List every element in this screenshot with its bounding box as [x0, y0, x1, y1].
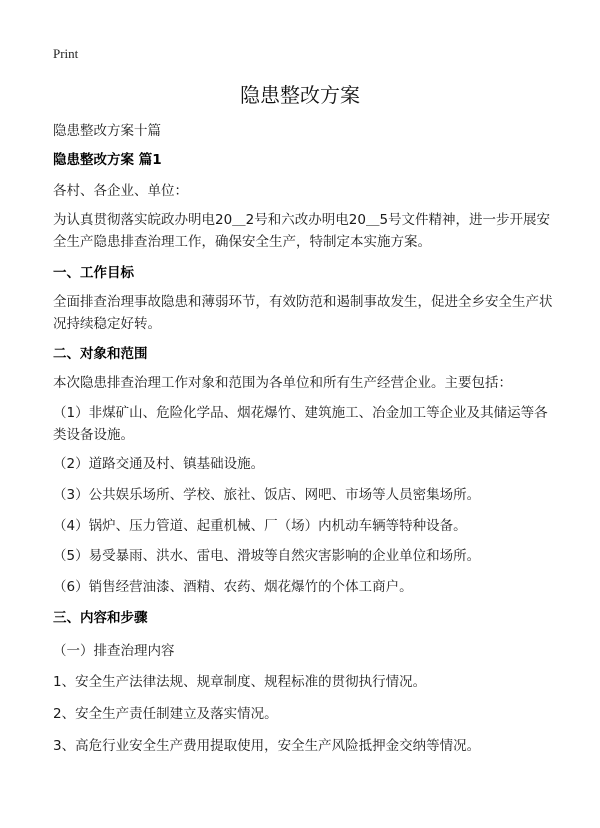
scope-item: （3）公共娱乐场所、学校、旅社、饭店、网吧、市场等人员密集场所。: [53, 487, 481, 503]
article-heading: 隐患整改方案 篇1: [53, 152, 162, 168]
page-title: 隐患整改方案: [240, 83, 360, 107]
scope-intro: 本次隐患排查治理工作对象和范围为各单位和所有生产经营企业。主要包括：: [53, 375, 512, 391]
steps-item: 1、安全生产法律法规、规章制度、规程标准的贯彻执行情况。: [53, 674, 427, 690]
goal-paragraph: 全面排查治理事故隐患和薄弱环节，有效防范和遏制事故发生，促进全乡安全生产状况持续稳定好转。: [53, 294, 553, 332]
document-subtitle: 隐患整改方案十篇: [53, 123, 161, 139]
scope-item: （2）道路交通及村、镇基础设施。: [53, 456, 265, 472]
section-heading-scope: 二、对象和范围: [53, 346, 148, 362]
print-link[interactable]: Print: [53, 46, 79, 61]
scope-item: （4）锅炉、压力管道、起重机械、厂（场）内机动车辆等特种设备。: [53, 518, 467, 534]
section-heading-goal: 一、工作目标: [53, 265, 134, 281]
salutation: 各村、各企业、单位：: [53, 183, 188, 199]
steps-item: 2、安全生产责任制建立及落实情况。: [53, 706, 278, 722]
section-heading-steps: 三、内容和步骤: [53, 610, 148, 626]
scope-item: （6）销售经营油漆、酒精、农药、烟花爆竹的个体工商户。: [53, 579, 413, 595]
intro-paragraph: 为认真贯彻落实皖政办明电20＿2号和六改办明电20＿5号文件精神，进一步开展安全生产隐患排查治理工作，确保安全生产，特制定本实施方案。: [53, 212, 551, 250]
scope-item: （1）非煤矿山、危险化学品、烟花爆竹、建筑施工、冶金加工等企业及其储运等各类设备设施。: [53, 405, 548, 443]
steps-item: 3、高危行业安全生产费用提取使用，安全生产风险抵押金交纳等情况。: [53, 738, 481, 754]
steps-subheading: （一）排查治理内容: [53, 643, 175, 659]
scope-item: （5）易受暴雨、洪水、雷电、滑坡等自然灾害影响的企业单位和场所。: [53, 548, 481, 564]
